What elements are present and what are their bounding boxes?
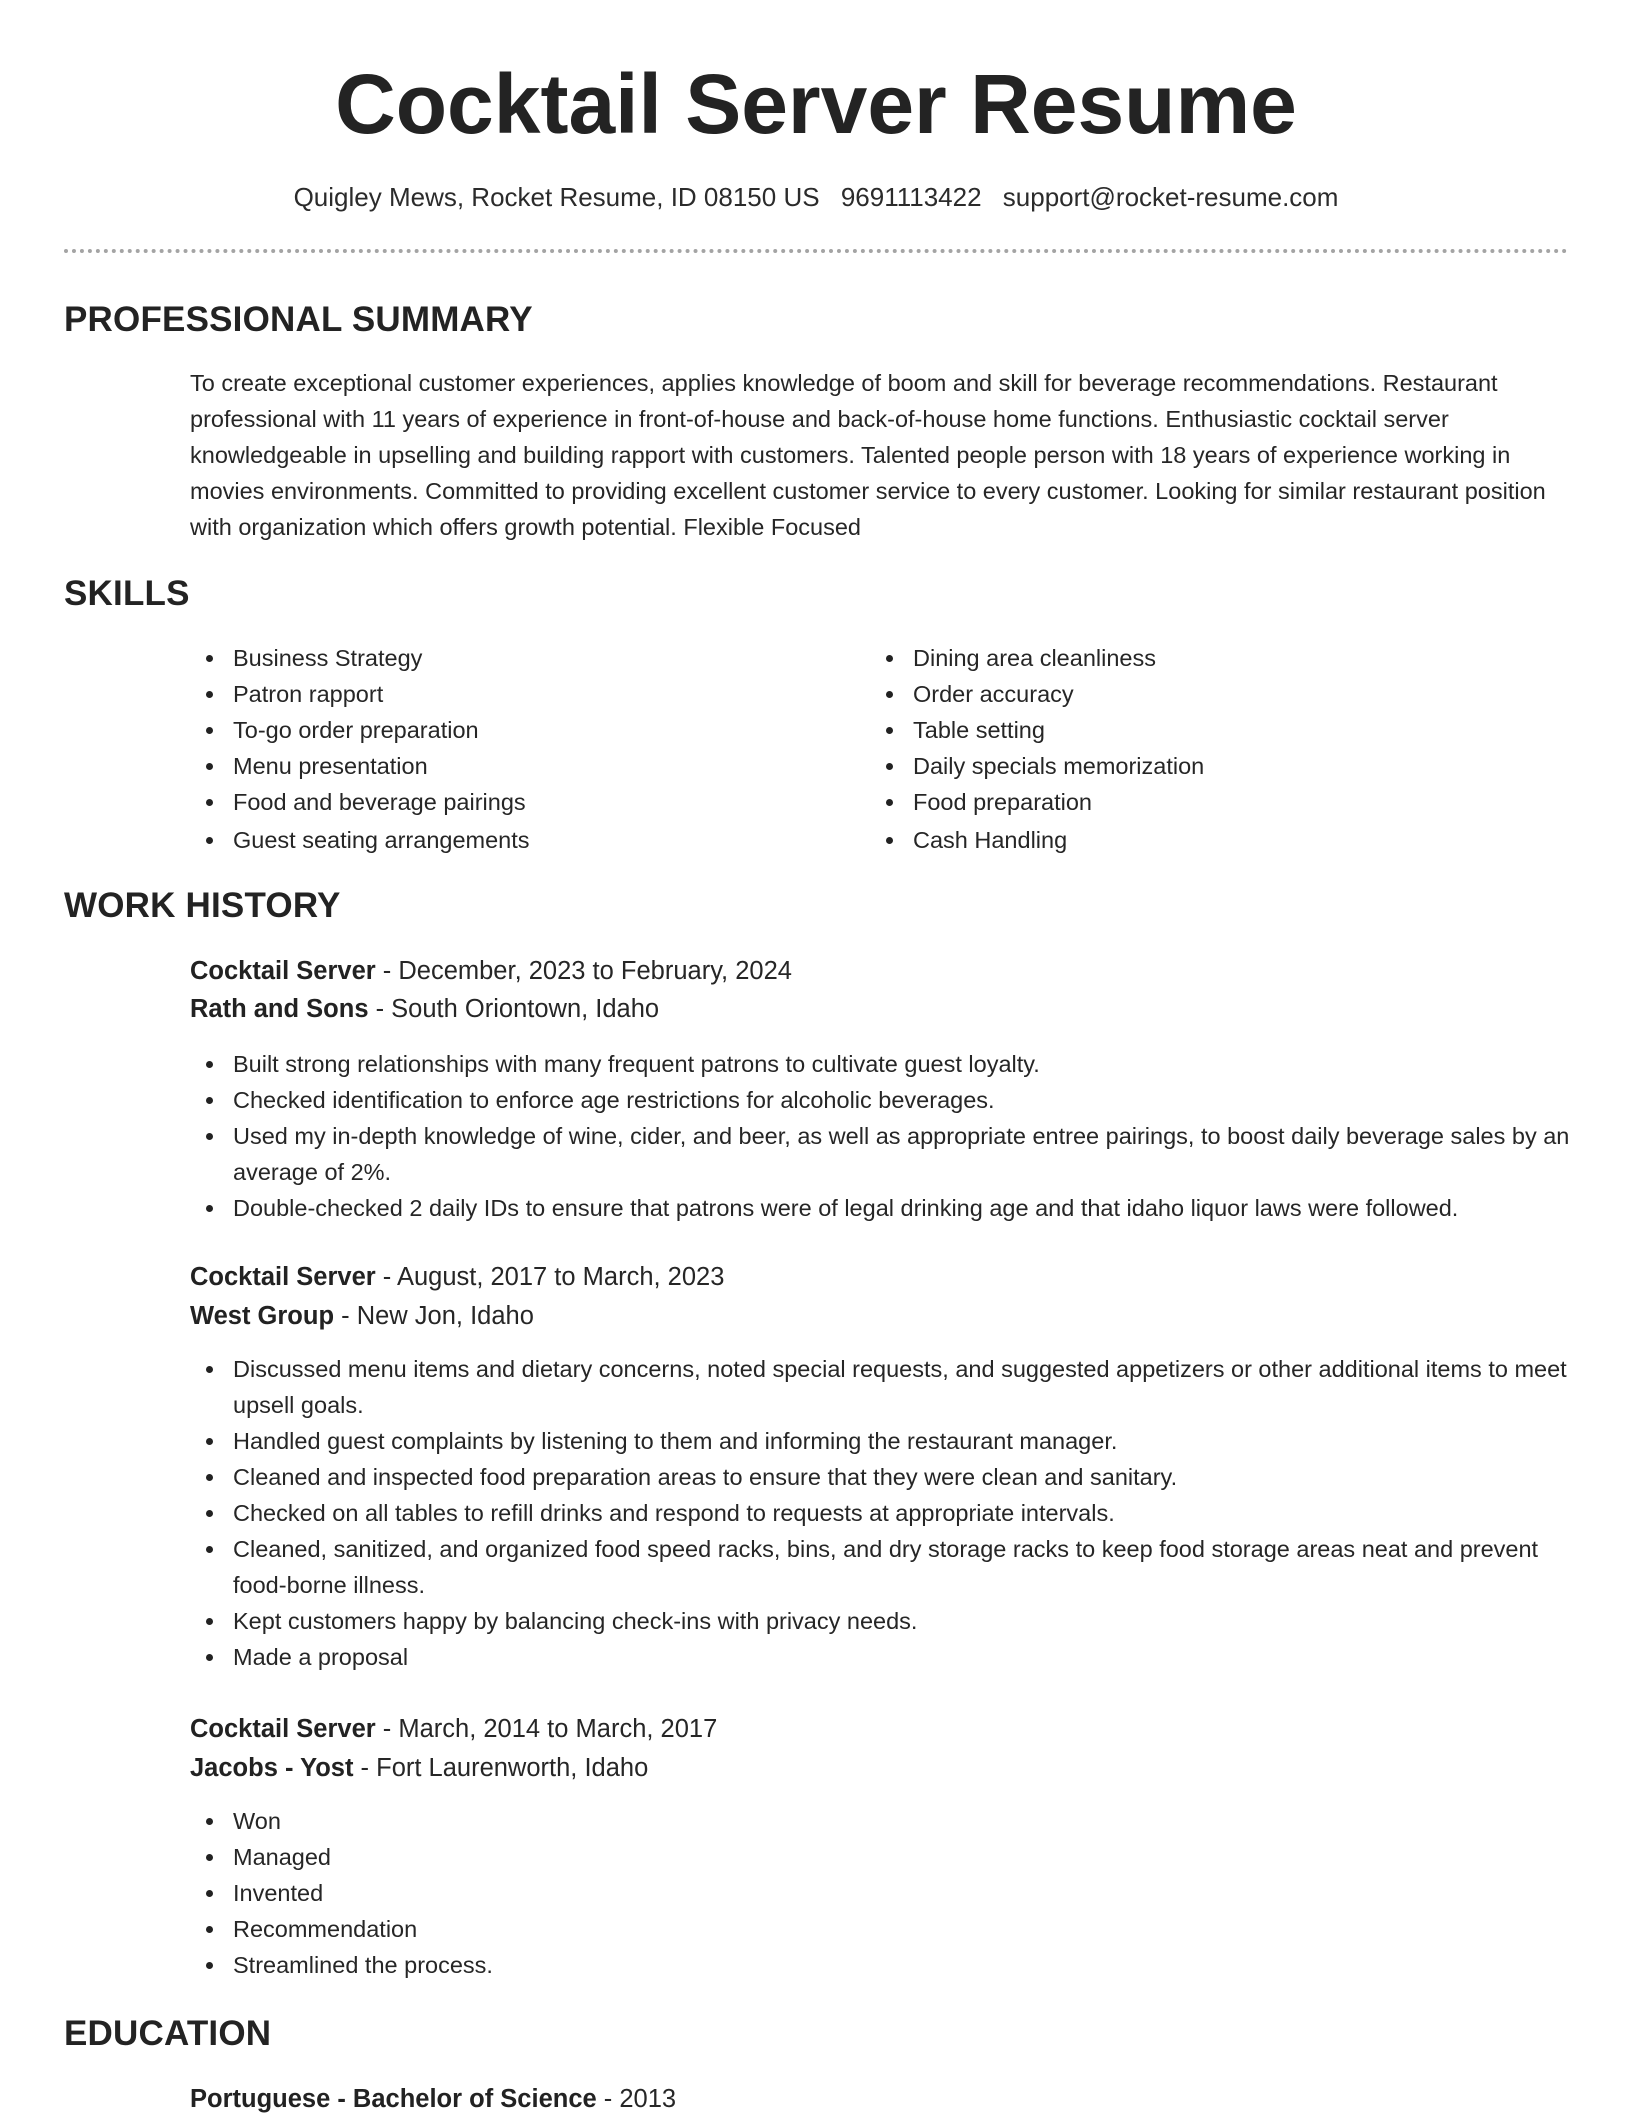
- job-company: Rath and Sons: [190, 995, 369, 1023]
- job-location: - South Oriontown, Idaho: [368, 995, 660, 1023]
- contact-line: [0, 178, 1632, 216]
- job-title: Cocktail Server: [190, 957, 376, 985]
- job-company-line: [190, 1297, 534, 1335]
- skills-list-right: [870, 640, 1510, 856]
- skill-item: Cash Handling: [870, 822, 1510, 858]
- job-bullet: Built strong relationships with many frequent patrons to cultivate guest loyalty.: [190, 1046, 1570, 1082]
- contact-address: Quigley Mews, Rocket Resume, ID 08150 US: [293, 182, 820, 212]
- skill-item: Food preparation: [870, 784, 1510, 820]
- skill-item: Business Strategy: [190, 640, 830, 676]
- contact-email: support@rocket-resume.com: [1002, 182, 1339, 212]
- skill-item: Dining area cleanliness: [870, 640, 1510, 676]
- education-year: - 2013: [596, 2085, 677, 2113]
- job-bullet: Handled guest complaints by listening to them and informing the restaurant manager.: [190, 1423, 1570, 1459]
- job-bullet: Managed: [190, 1839, 1570, 1875]
- job-bullet: Cleaned and inspected food preparation areas to ensure that they were clean and sanitary.: [190, 1459, 1570, 1495]
- job-company: West Group: [190, 1302, 335, 1330]
- job-company: Jacobs - Yost: [190, 1754, 354, 1782]
- job-bullets: [190, 1803, 1570, 1983]
- job-bullet: Made a proposal: [190, 1639, 1570, 1675]
- contact-phone: 9691113422: [840, 182, 982, 212]
- job-dates: - December, 2023 to February, 2024: [375, 957, 792, 985]
- job-bullet: Double-checked 2 daily IDs to ensure that patrons were of legal drinking age and that idaho liquor laws were followed.: [190, 1190, 1570, 1226]
- skills-heading: SKILLS: [64, 574, 190, 613]
- job-bullet: Checked identification to enforce age restrictions for alcoholic beverages.: [190, 1082, 1570, 1118]
- job-company-line: [190, 1749, 648, 1787]
- skill-item: Daily specials memorization: [870, 748, 1510, 784]
- job-title: Cocktail Server: [190, 1715, 376, 1743]
- job-bullet: Invented: [190, 1875, 1570, 1911]
- work-history-heading: WORK HISTORY: [64, 886, 341, 925]
- job-bullet: Checked on all tables to refill drinks and respond to requests at appropriate intervals.: [190, 1495, 1570, 1531]
- skill-item: Food and beverage pairings: [190, 784, 830, 820]
- job-bullet: Cleaned, sanitized, and organized food speed racks, bins, and dry storage racks to keep food storage areas neat and prevent food-borne illness.: [190, 1531, 1570, 1603]
- job-bullet: Won: [190, 1803, 1570, 1839]
- job-location: - Fort Laurenworth, Idaho: [353, 1754, 649, 1782]
- job-title: Cocktail Server: [190, 1263, 376, 1291]
- job-dates: - August, 2017 to March, 2023: [375, 1263, 725, 1291]
- job-company-line: [190, 990, 659, 1028]
- education-degree: Portuguese - Bachelor of Science: [190, 2085, 597, 2113]
- job-title-line: [190, 1258, 724, 1296]
- skill-item: Menu presentation: [190, 748, 830, 784]
- skill-item: Table setting: [870, 712, 1510, 748]
- skill-item: Guest seating arrangements: [190, 822, 830, 858]
- skill-item: Order accuracy: [870, 676, 1510, 712]
- job-bullets: [190, 1351, 1570, 1675]
- job-bullets: [190, 1046, 1570, 1226]
- job-title-line: [190, 952, 792, 990]
- education-heading: EDUCATION: [64, 2014, 272, 2053]
- job-location: - New Jon, Idaho: [334, 1302, 534, 1330]
- job-dates: - March, 2014 to March, 2017: [375, 1715, 718, 1743]
- summary-heading: PROFESSIONAL SUMMARY: [64, 300, 533, 339]
- job-bullet: Streamlined the process.: [190, 1947, 1570, 1983]
- skill-item: To-go order preparation: [190, 712, 830, 748]
- skills-list-left: [190, 640, 830, 856]
- job-bullet: Recommendation: [190, 1911, 1570, 1947]
- skill-item: Patron rapport: [190, 676, 830, 712]
- resume-title: Cocktail Server Resume: [335, 57, 1297, 151]
- job-bullet: Discussed menu items and dietary concerns, noted special requests, and suggested appetizers or other additional items to meet upsell goals.: [190, 1351, 1570, 1423]
- summary-text: To create exceptional customer experiences, applies knowledge of boom and skill for beverage recommendations. Restaurant professional with 11 years of experience in front-of-house and back-of-house home functions. Enthusiastic cocktail server knowledgeable in upselling and building rapport with customers. Talented people person with 18 years of experience working in movies environments. Committed to providing excellent customer service to every customer. Looking for similar restaurant position with organization which offers growth potential. Flexible Focused: [190, 370, 1546, 540]
- header-divider: [64, 249, 1568, 253]
- job-bullet: Kept customers happy by balancing check-ins with privacy needs.: [190, 1603, 1570, 1639]
- job-title-line: [190, 1710, 717, 1748]
- education-line: [190, 2080, 676, 2118]
- job-bullet: Used my in-depth knowledge of wine, cider, and beer, as well as appropriate entree pairings, to boost daily beverage sales by an average of 2%.: [190, 1118, 1570, 1190]
